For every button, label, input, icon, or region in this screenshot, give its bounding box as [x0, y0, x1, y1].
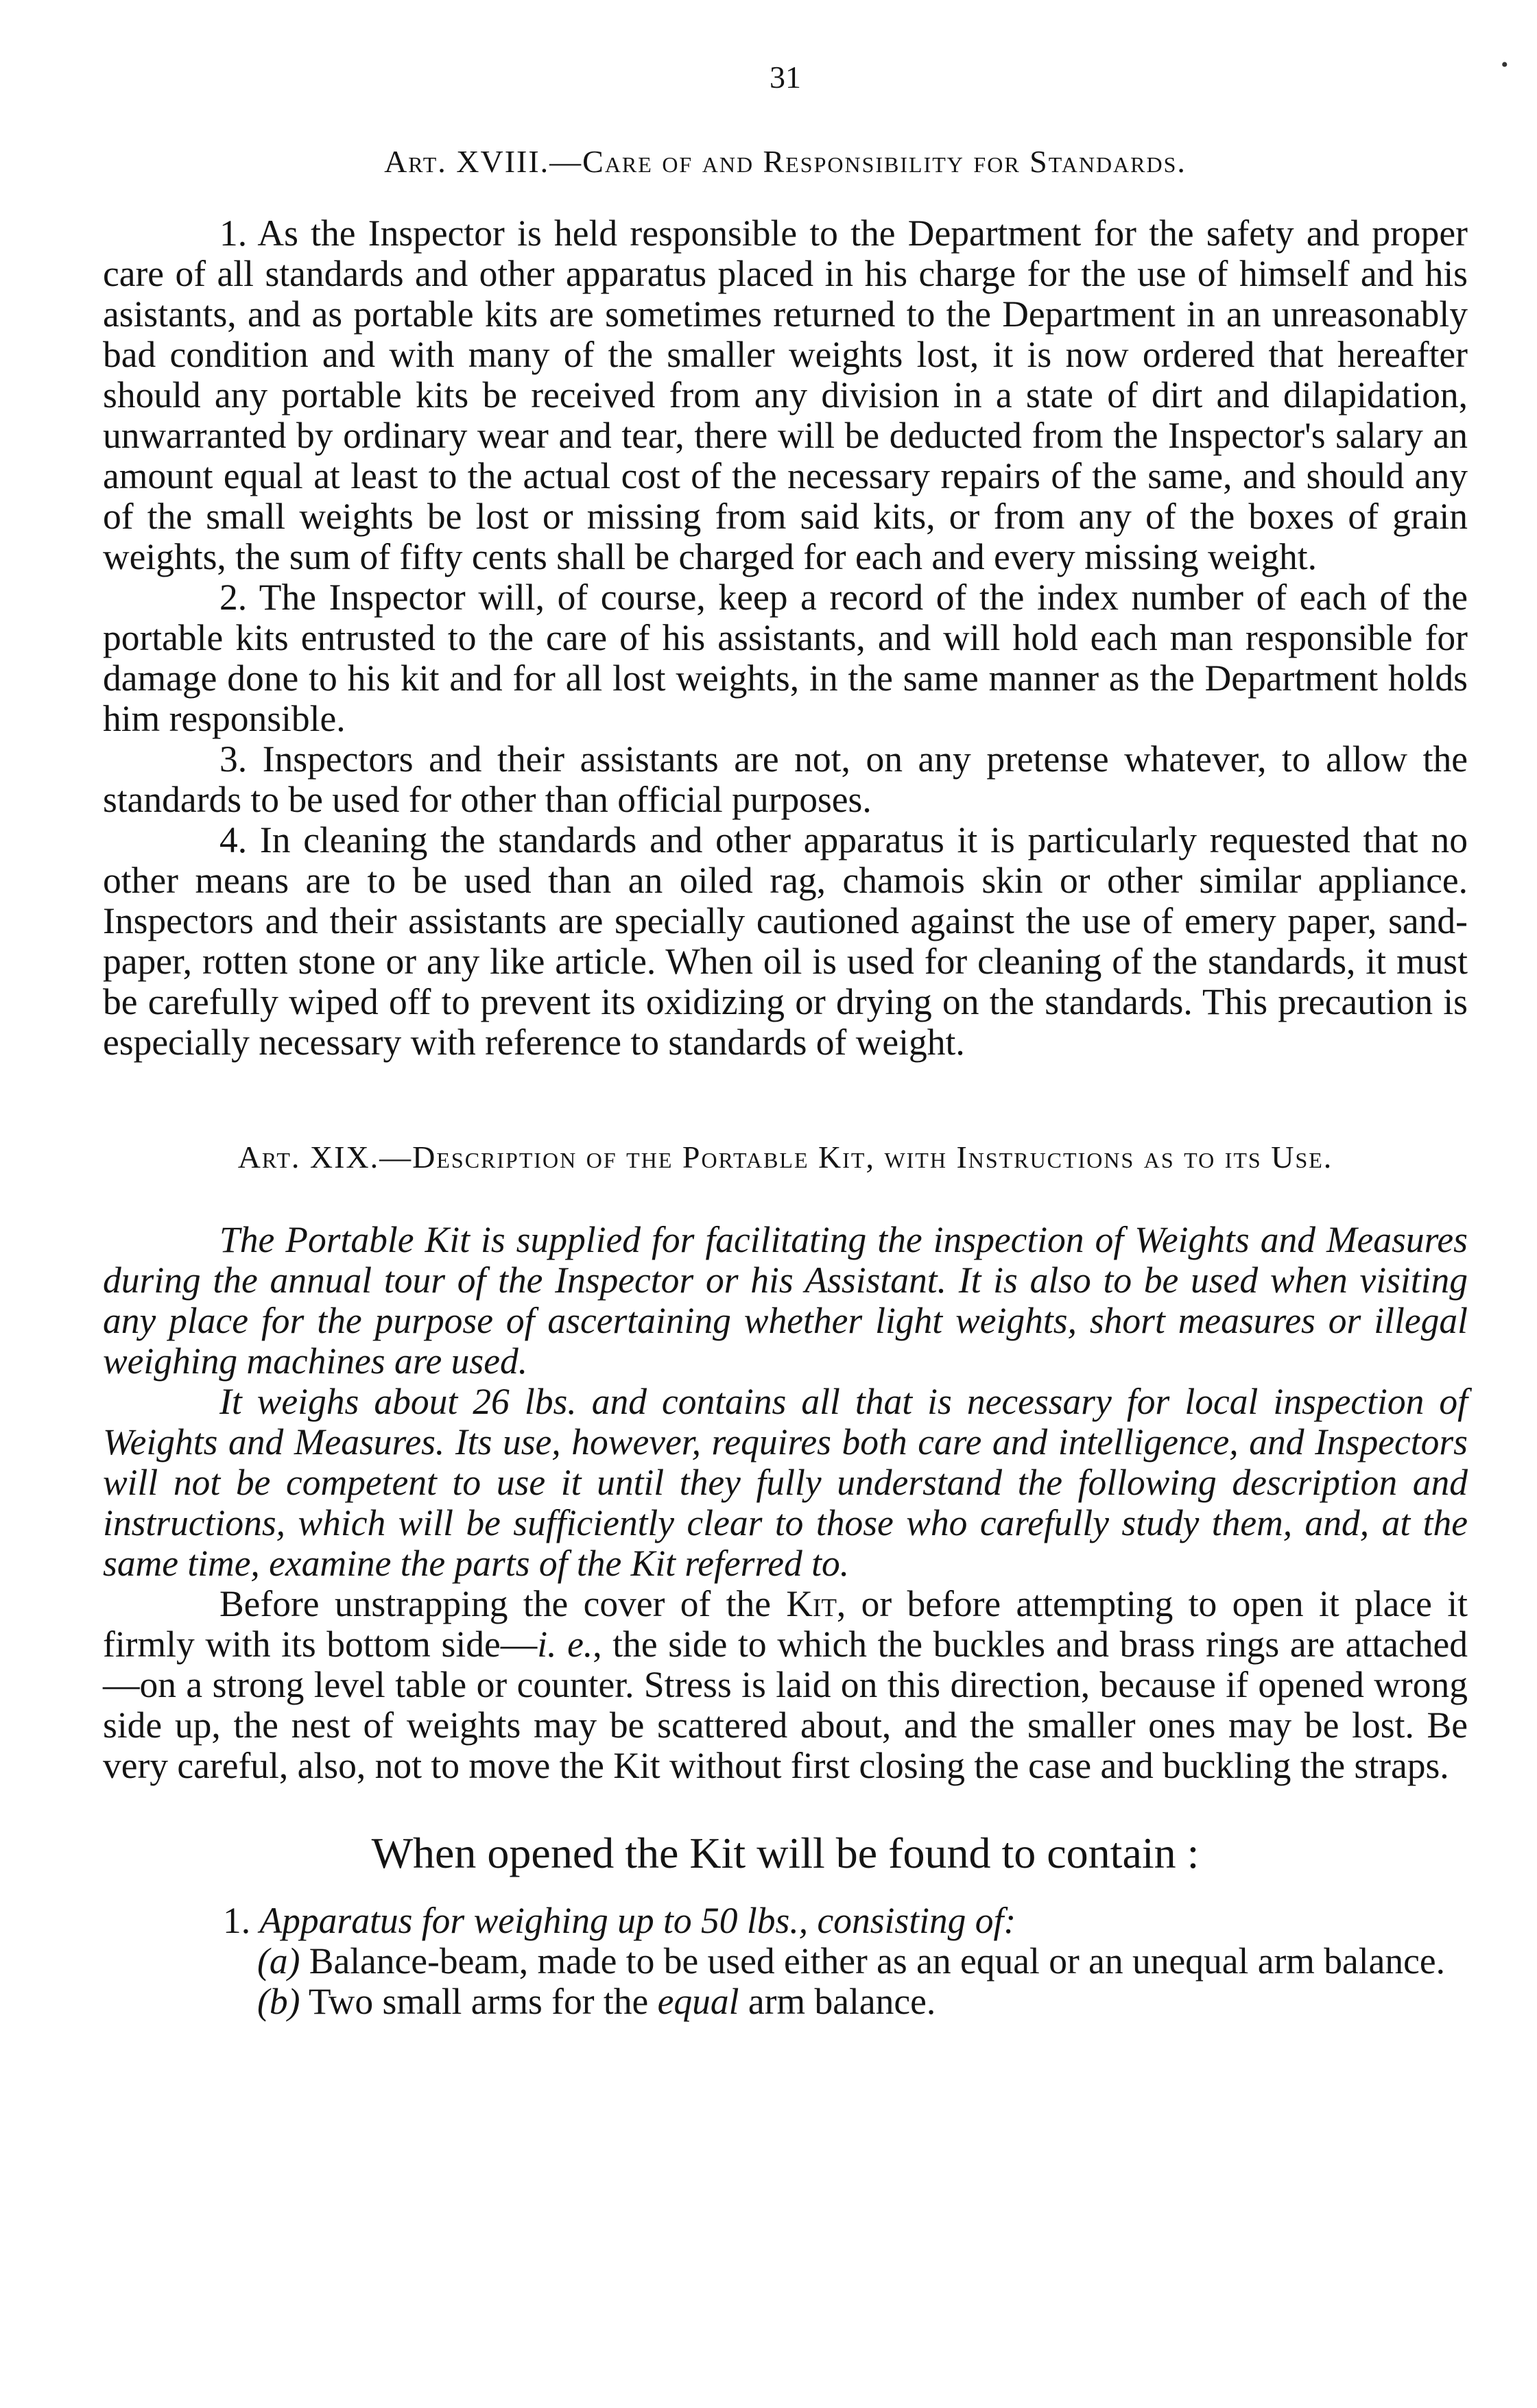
article-18-heading: Art. XVIII.—Care of and Responsibility for Standards.: [384, 144, 1187, 179]
page-number: 31: [770, 60, 801, 95]
instruction-text-start: Before unstrapping the cover of the: [219, 1583, 787, 1625]
document-page: [103, 62, 1468, 2022]
corner-mark: •: [1501, 53, 1508, 76]
list-item-b: [103, 1982, 1468, 2022]
article-18-paragraph-3: 3. Inspectors and their assistants are not, on any pretense whatever, to allow the standards to be used for other than official purposes.: [103, 738, 1468, 821]
list-item-b-text-end: arm balance.: [739, 1981, 936, 2023]
list-item-1: [103, 1901, 1468, 1941]
list-item-a: [103, 1941, 1468, 1982]
article-19-instruction-paragraph: [103, 1584, 1468, 1786]
article-18-paragraph-2: 2. The Inspector will, of course, keep a record of the index number of each of the portable kits entrusted to the care of his assistants, and will hold each man responsible for damage done to his kit and for all lost weights, in the same manner as the Department holds him responsible.: [103, 577, 1468, 740]
article-18-paragraph-1: 1. As the Inspector is held responsible to the Department for the safety and proper care of all standards and other apparatus placed in his charge for the use of himself and his asistants, and as portable kits are sometimes returned to the Department in an unreasonably bad condition and with many of the smaller weights lost, it is now ordered that hereafter should any portable kits be received from any division in a state of dirt and dilapidation, unwarranted by ordinary wear and tear, there will be deducted from the Inspector's salary an amount equal at least to the actual cost of the necessary repairs of the same, and should any of the small weights be lost or missing from said kits, or from any of the boxes of grain weights, the sum of fifty cents shall be charged for each and every missing weight.: [103, 213, 1468, 578]
instruction-text-end: , the side to which the buckles and brass rings are attached—on a strong level table or counter. Stress is laid on this direction, because if opened wrong side up, the nest of weights may be scattered about, and the smaller ones may be lost. Be very careful, also, not to move the Kit without first closing the case and buckling the straps.: [103, 1624, 1468, 1787]
list-item-1-text: Apparatus for weighing up to 50 lbs., consisting of:: [259, 1900, 1016, 1942]
list-item-b-label: (b): [257, 1981, 300, 2023]
article-18-paragraph-4: 4. In cleaning the standards and other apparatus it is particularly requested that no other means are to be used than an oiled rag, chamois skin or other similar appliance. Inspectors and their assistants are specially cautioned against the use of emery paper, sand-paper, rotten stone or any like article. When oil is used for cleaning of the standards, it must be carefully wiped off to prevent its oxidizing or drying on the standards. This precaution is especially necessary with reference to standards of weight.: [103, 819, 1468, 1063]
list-item-a-text: Balance-beam, made to be used either as an equal or an unequal arm balance.: [309, 1940, 1446, 1982]
instruction-ie: i. e.: [537, 1624, 593, 1665]
article-19-italic-paragraph-2: It weighs about 26 lbs. and contains all that is necessary for local inspection of Weights and Measures. Its use, however, requires both care and intelligence, and Inspectors will not be competent to use it until they fully understand the following description and instructions, which will be sufficiently clear to those who carefully study them, and, at the same time, examine the parts of the Kit referred to.: [103, 1381, 1468, 1585]
instruction-kit-word: Kit: [786, 1583, 837, 1625]
list-item-1-number: 1.: [223, 1900, 251, 1942]
list-item-b-emphasis: equal: [657, 1981, 739, 2023]
list-item-a-label: (a): [257, 1940, 300, 1982]
instruction-text-mid: , or before attempting to open it place it firmly with its bottom side—: [103, 1583, 1468, 1665]
article-19-heading: Art. XIX.—Description of the Portable Kit, with Instructions as to its Use.: [237, 1140, 1333, 1175]
article-19-italic-paragraph-1: The Portable Kit is supplied for facilitating the inspection of Weights and Measures during the annual tour of the Inspector or his Assistant. It is also to be used when visiting any place for the purpose of ascertaining whether light weights, short measures or illegal weighing machines are used.: [103, 1219, 1468, 1382]
kit-contents-heading: When opened the Kit will be found to contain :: [371, 1829, 1200, 1878]
list-item-b-text-start: Two small arms for the: [308, 1981, 658, 2023]
